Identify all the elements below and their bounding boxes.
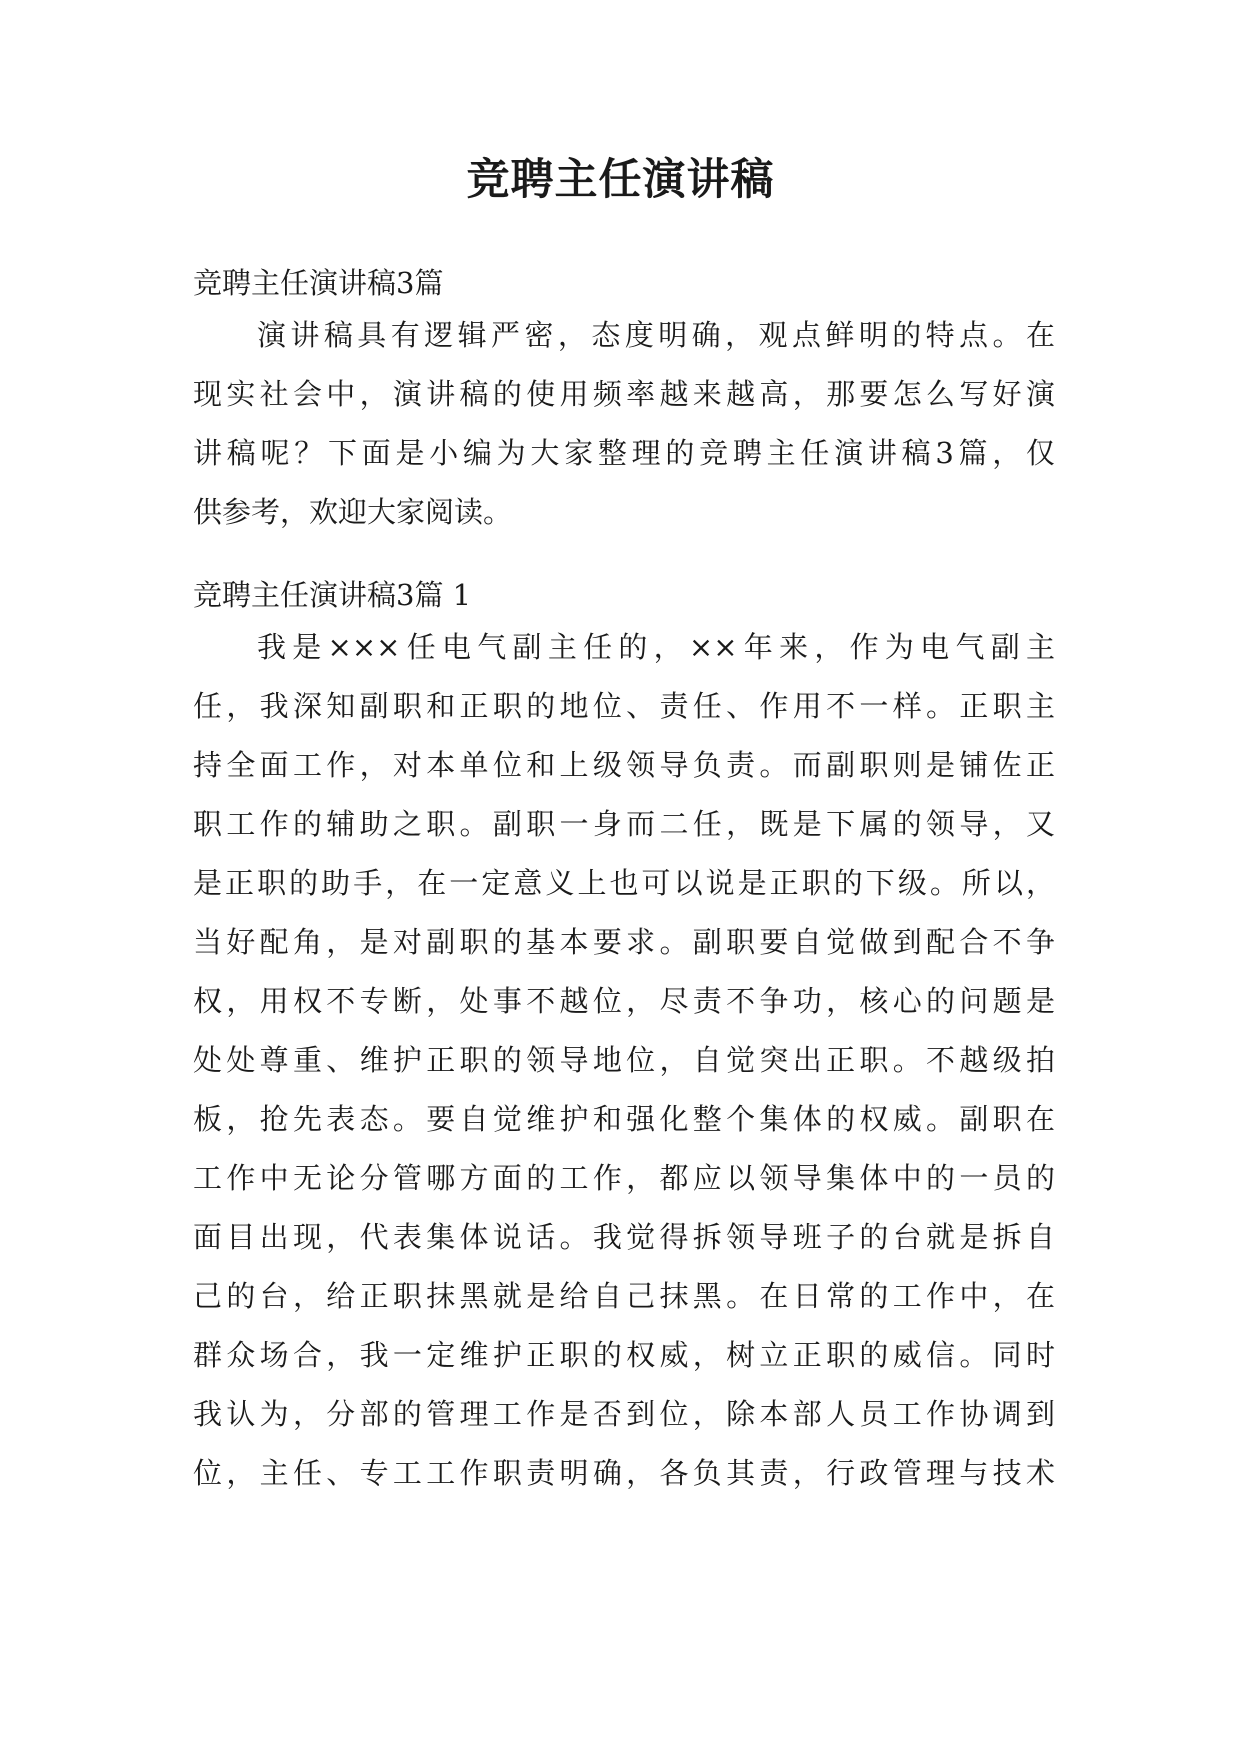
section1-heading-block: [193, 575, 1055, 615]
section1-line: 职工作的辅助之职。副职一身而二任，既是下属的领导，又: [193, 807, 1055, 841]
intro-line: 现实社会中，演讲稿的使用频率越来越高，那要怎么写好演: [193, 377, 1055, 411]
section1-line: 持全面工作，对本单位和上级领导负责。而副职则是铺佐正: [193, 748, 1055, 782]
section1-paragraph: [193, 618, 1055, 1503]
section1-line: 群众场合，我一定维护正职的权威，树立正职的威信。同时: [193, 1338, 1055, 1372]
intro-line: 讲稿呢？下面是小编为大家整理的竞聘主任演讲稿3篇，仅: [193, 436, 1055, 470]
section1-line: 处处尊重、维护正职的领导地位，自觉突出正职。不越级拍: [193, 1043, 1055, 1077]
section1-line: 我是×××任电气副主任的，××年来，作为电气副主: [257, 630, 1055, 664]
intro-line: 供参考，欢迎大家阅读。: [193, 495, 513, 529]
section1-line: 权，用权不专断，处事不越位，尽责不争功，核心的问题是: [193, 984, 1055, 1018]
section1-line: 位，主任、专工工作职责明确，各负其责，行政管理与技术: [193, 1456, 1055, 1490]
section1-line: 面目出现，代表集体说话。我觉得拆领导班子的台就是拆自: [193, 1220, 1055, 1254]
section1-line: 己的台，给正职抹黑就是给自己抹黑。在日常的工作中，在: [193, 1279, 1055, 1313]
intro-paragraph: [193, 306, 1055, 542]
section1-line: 板，抢先表态。要自觉维护和强化整个集体的权威。副职在: [193, 1102, 1055, 1136]
section1-heading: 竞聘主任演讲稿3篇 1: [193, 578, 472, 612]
section1-line: 是正职的助手，在一定意义上也可以说是正职的下级。所以，: [193, 866, 1055, 900]
intro-heading: 竞聘主任演讲稿3篇: [193, 266, 444, 300]
section1-line: 我认为，分部的管理工作是否到位，除本部人员工作协调到: [193, 1397, 1055, 1431]
section1-line: 任，我深知副职和正职的地位、责任、作用不一样。正职主: [193, 689, 1055, 723]
section1-line: 当好配角，是对副职的基本要求。副职要自觉做到配合不争: [193, 925, 1055, 959]
intro-line: 演讲稿具有逻辑严密，态度明确，观点鲜明的特点。在: [257, 318, 1055, 352]
document-title: 竞聘主任演讲稿: [466, 155, 775, 205]
section1-line: 工作中无论分管哪方面的工作，都应以领导集体中的一员的: [193, 1161, 1055, 1195]
intro-heading-block: [193, 263, 1055, 303]
